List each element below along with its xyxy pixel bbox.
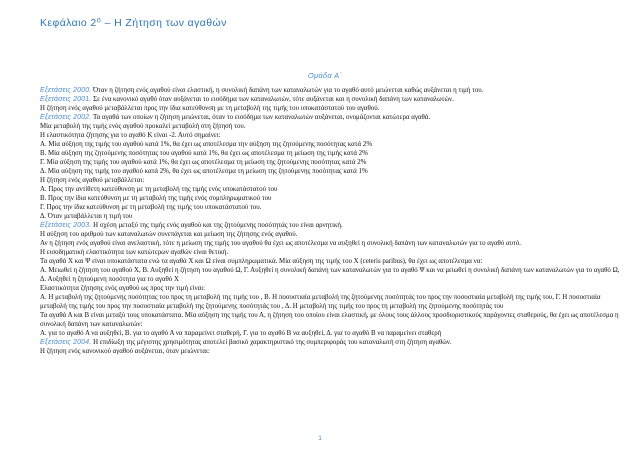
line-text: Β. Προς την ίδια κατεύθυνση με τη μεταβολή της τιμής ενός συμπληρωματικού του <box>40 195 272 202</box>
text-line <box>40 293 620 311</box>
text-line <box>40 221 620 230</box>
text-line <box>40 194 620 203</box>
line-text: Γ. Προς την ίδια κατεύθυνση με τη μεταβολή της τιμής του υποκατάστατού του. <box>40 204 262 211</box>
line-text: Δ. Μία αύξηση της τιμής του αγαθού κατά 2%, θα έχει ως αποτέλεσμα τη μείωση της ζητούμενης ποσότητας κατά 1% <box>40 168 368 175</box>
text-line <box>40 266 620 284</box>
text-line <box>40 158 620 167</box>
line-text: Α. για το αγαθό Α να αυξηθεί, Β. για το αγαθό Α να παραμείνει σταθερή, Γ. για το αγαθό Β να αυξηθεί, Δ. για το αγαθό Β να παραμείνει σταθερή <box>40 330 442 337</box>
line-text: Τα αγαθά Χ και Ψ είναι υποκατάστατα ενώ τα αγαθά Χ και Ω είναι συμπληρωματικά. Μία αύξηση της τιμής του Χ (ceteris paribus), θα έχει ως αποτέλεσμα να: <box>40 258 483 265</box>
group-title: Ομάδα Α΄ <box>307 71 343 80</box>
exam-year-label: Εξετάσεις 2000. <box>40 87 92 94</box>
text-line <box>40 122 620 131</box>
text-line <box>40 86 620 95</box>
exam-year-label: Εξετάσεις 2004. <box>40 339 92 346</box>
line-text: Δ. Όταν μεταβάλλεται η τιμή του <box>40 213 133 220</box>
text-line <box>40 203 620 212</box>
line-text: Η ζήτηση ενός αγαθού μεταβάλλεται προς την ίδια κατεύθυνση με τη μεταβολή της τιμής του υποκατάστατού του αγαθού. <box>40 105 380 112</box>
line-text: Η ζήτηση ενός κανονικού αγαθού αυξάνεται, όταν μειώνεται: <box>40 348 210 355</box>
text-line <box>40 113 620 122</box>
text-line <box>40 329 620 338</box>
line-text: Η ζήτηση ενός αγαθού μεταβάλλεται: <box>40 177 145 184</box>
text-line <box>40 131 620 140</box>
text-line <box>40 149 620 158</box>
exam-year-label: Εξετάσεις 2003. <box>40 222 92 229</box>
line-text: Α. Προς την αντίθετη κατεύθυνση με τη μεταβολή της τιμής ενός υποκατάστατού του <box>40 186 278 193</box>
line-text: Η εισοδηματική ελαστικότητα των κατώτερων αγαθών είναι θετική. <box>40 249 229 256</box>
line-text: Α. Μειωθεί η ζήτηση του αγαθού Χ, Β. Αυξηθεί η ζήτηση του αγαθού Ω, Γ. Αυξηθεί η συνολική δαπάνη των καταναλωτών για το αγαθό Ψ και να μειωθεί η συνολική δαπάνη των καταναλωτών για το αγαθό Ω, Δ. Αυξηθεί η ζητούμενη ποσότητα για το αγαθό Χ <box>40 267 620 283</box>
text-line <box>40 176 620 185</box>
line-text: Β. Μία αύξηση της ζητούμενης ποσότητας του αγαθού κατά 1%, θα έχει ως αποτέλεσμα τη μείωση της τιμής κατά 2% <box>40 150 368 157</box>
line-text: Αν η ζήτηση ενός αγαθού είναι ανελαστική, τότε η μείωση της τιμής του αγαθού θα έχει ως αποτέλεσμα να αυξηθεί η συνολική δαπάνη των καταναλωτών για το αγαθό αυτό. <box>40 240 521 247</box>
line-text: Σε ένα κανονικό αγαθό όταν αυξάνεται το εισόδημα των καταναλωτών, τότε αυξάνεται και η συνολική δαπάνη των καταναλωτών. <box>91 96 454 103</box>
text-line <box>40 140 620 149</box>
document-body <box>40 86 620 356</box>
text-line <box>40 338 620 347</box>
line-text: Η επιδίωξη της μέγιστης χρησιμότητας αποτελεί βασικό χαρακτηριστικό της συμπεριφοράς του καταναλωτή στη ζήτηση αγαθών. <box>91 339 452 346</box>
page-number: 1 <box>318 435 322 442</box>
text-line <box>40 284 620 293</box>
text-line <box>40 104 620 113</box>
chapter-title: Κεφάλαιο 2⁰ – Η Ζήτηση των αγαθών <box>40 17 227 29</box>
line-text: Τα αγαθά των οποίων η ζήτηση μειώνεται, όταν το εισόδημα των καταναλωτών αυξάνεται, ονομάζονται κατώτερα αγαθά. <box>91 114 431 121</box>
text-line <box>40 347 620 356</box>
line-text: Ελαστικότητα ζήτησης ενός αγαθού ως προς την τιμή είναι: <box>40 285 206 292</box>
exam-year-label: Εξετάσεις 2002. <box>40 114 92 121</box>
text-line <box>40 167 620 176</box>
line-text: Η ελαστικότητα ζήτησης για το αγαθό Κ είναι -2. Αυτό σημαίνει: <box>40 132 221 139</box>
line-text: Μία μεταβολή της τιμής ενός αγαθού προκαλεί μεταβολή στη ζήτησή του. <box>40 123 246 130</box>
text-line <box>40 212 620 221</box>
text-line <box>40 185 620 194</box>
line-text: Τα αγαθά Α και Β είναι μεταξύ τους υποκατάστατα. Μία αύξηση της τιμής του Α, η ζήτηση του οποίου είναι ελαστική, με όλους τους άλλους προσδιοριστικούς παράγοντες σταθερούς, θα έχει ως αποτέλεσμα η συνολική δαπάνη των καταναλωτών: <box>40 312 619 328</box>
text-line <box>40 248 620 257</box>
line-text: Όταν η ζήτηση ενός αγαθού είναι ελαστική, η συνολική δαπάνη των καταναλωτών για το αγαθό αυτό μειώνεται καθώς αυξάνεται η τιμή του. <box>91 87 484 94</box>
text-line <box>40 257 620 266</box>
line-text: Α. Η μεταβολή της ζητούμενης ποσότητας του προς τη μεταβολή της τιμής του , Β. Η ποσοστιαία μεταβολή της ζητούμενης ποσότητάς του προς την ποσοστιαία μεταβολή της τιμής του, Γ. Η ποσοστιαία μεταβολή της τιμής του προς την ποσοστιαία μεταβολή της ζητούμενης ποσότητάς του , Δ. Η μεταβολή της τιμής του προς τη μεταβολή της ζητούμενης ποσότητάς του <box>40 294 601 310</box>
exam-year-label: Εξετάσεις 2001. <box>40 96 92 103</box>
text-line <box>40 230 620 239</box>
line-text: Η αύξηση του αριθμού των καταναλωτών συνεπάγεται και μείωση της ζήτησης ενός αγαθού. <box>40 231 298 238</box>
line-text: Α. Μία αύξηση της τιμής του αγαθού κατά 1%, θα έχει ως αποτέλεσμα την αύξηση της ζητούμενης ποσότητας κατά 2% <box>40 141 373 148</box>
text-line <box>40 311 620 329</box>
line-text: Γ. Μία αύξηση της τιμής του αγαθού κατά 1%, θα έχει ως αποτέλεσμα τη μείωση της ζητούμενης ποσότητας κατά 2% <box>40 159 367 166</box>
text-line <box>40 239 620 248</box>
text-line <box>40 95 620 104</box>
line-text: Η σχέση μεταξύ της τιμής ενός αγαθού και της ζητούμενης ποσότητάς του είναι αρνητική. <box>91 222 343 229</box>
